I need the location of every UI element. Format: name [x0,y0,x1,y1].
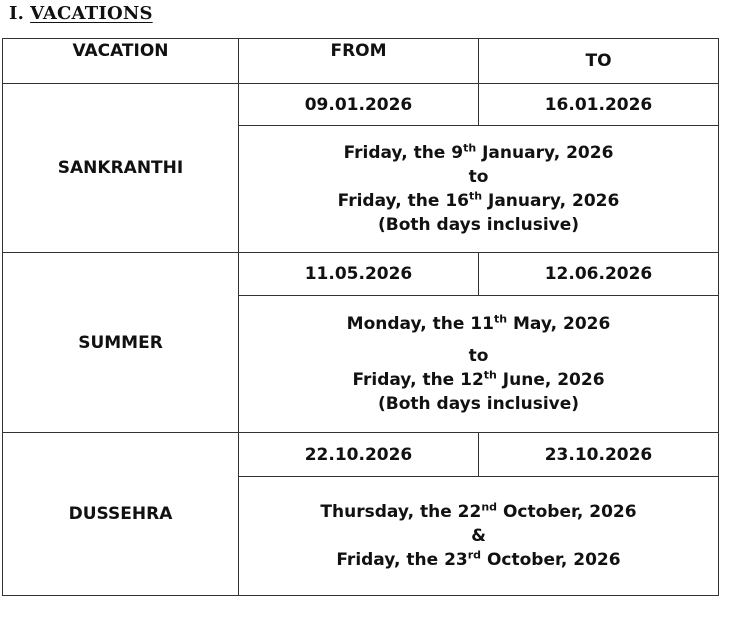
desc-line-1: Friday, the 9th January, 2026 [343,141,614,163]
section-number: I. [9,3,25,24]
header-vacation: VACATION [3,39,239,84]
desc-line-2: & [471,526,486,546]
table-header-row [3,39,719,84]
desc-line-2: to [468,167,489,187]
desc-line-3: Friday, the 23rd October, 2026 [336,548,621,570]
vacation-description [239,477,719,596]
from-date: 09.01.2026 [239,84,479,126]
vacation-name: SUMMER [3,253,239,433]
to-date: 23.10.2026 [479,433,719,477]
desc-line-3: Friday, the 12th June, 2026 [352,368,605,390]
desc-line-1: Monday, the 11th May, 2026 [346,312,611,334]
table-row [3,253,719,296]
header-to: TO [479,39,719,84]
vacation-name: DUSSEHRA [3,433,239,596]
section-heading [9,3,153,24]
from-date: 22.10.2026 [239,433,479,477]
to-date: 16.01.2026 [479,84,719,126]
vacations-table [2,38,719,596]
section-title: VACATIONS [30,3,153,24]
vacation-description [239,126,719,253]
vacation-name: SANKRANTHI [3,84,239,253]
desc-line-1: Thursday, the 22nd October, 2026 [320,500,637,522]
header-from: FROM [239,39,479,84]
table-row [3,84,719,126]
desc-line-2: to [468,346,489,366]
table-row [3,433,719,477]
desc-line-3: Friday, the 16th January, 2026 [337,189,620,211]
desc-line-4: (Both days inclusive) [377,215,580,235]
from-date: 11.05.2026 [239,253,479,296]
desc-line-4: (Both days inclusive) [377,394,580,414]
vacation-description [239,296,719,433]
to-date: 12.06.2026 [479,253,719,296]
